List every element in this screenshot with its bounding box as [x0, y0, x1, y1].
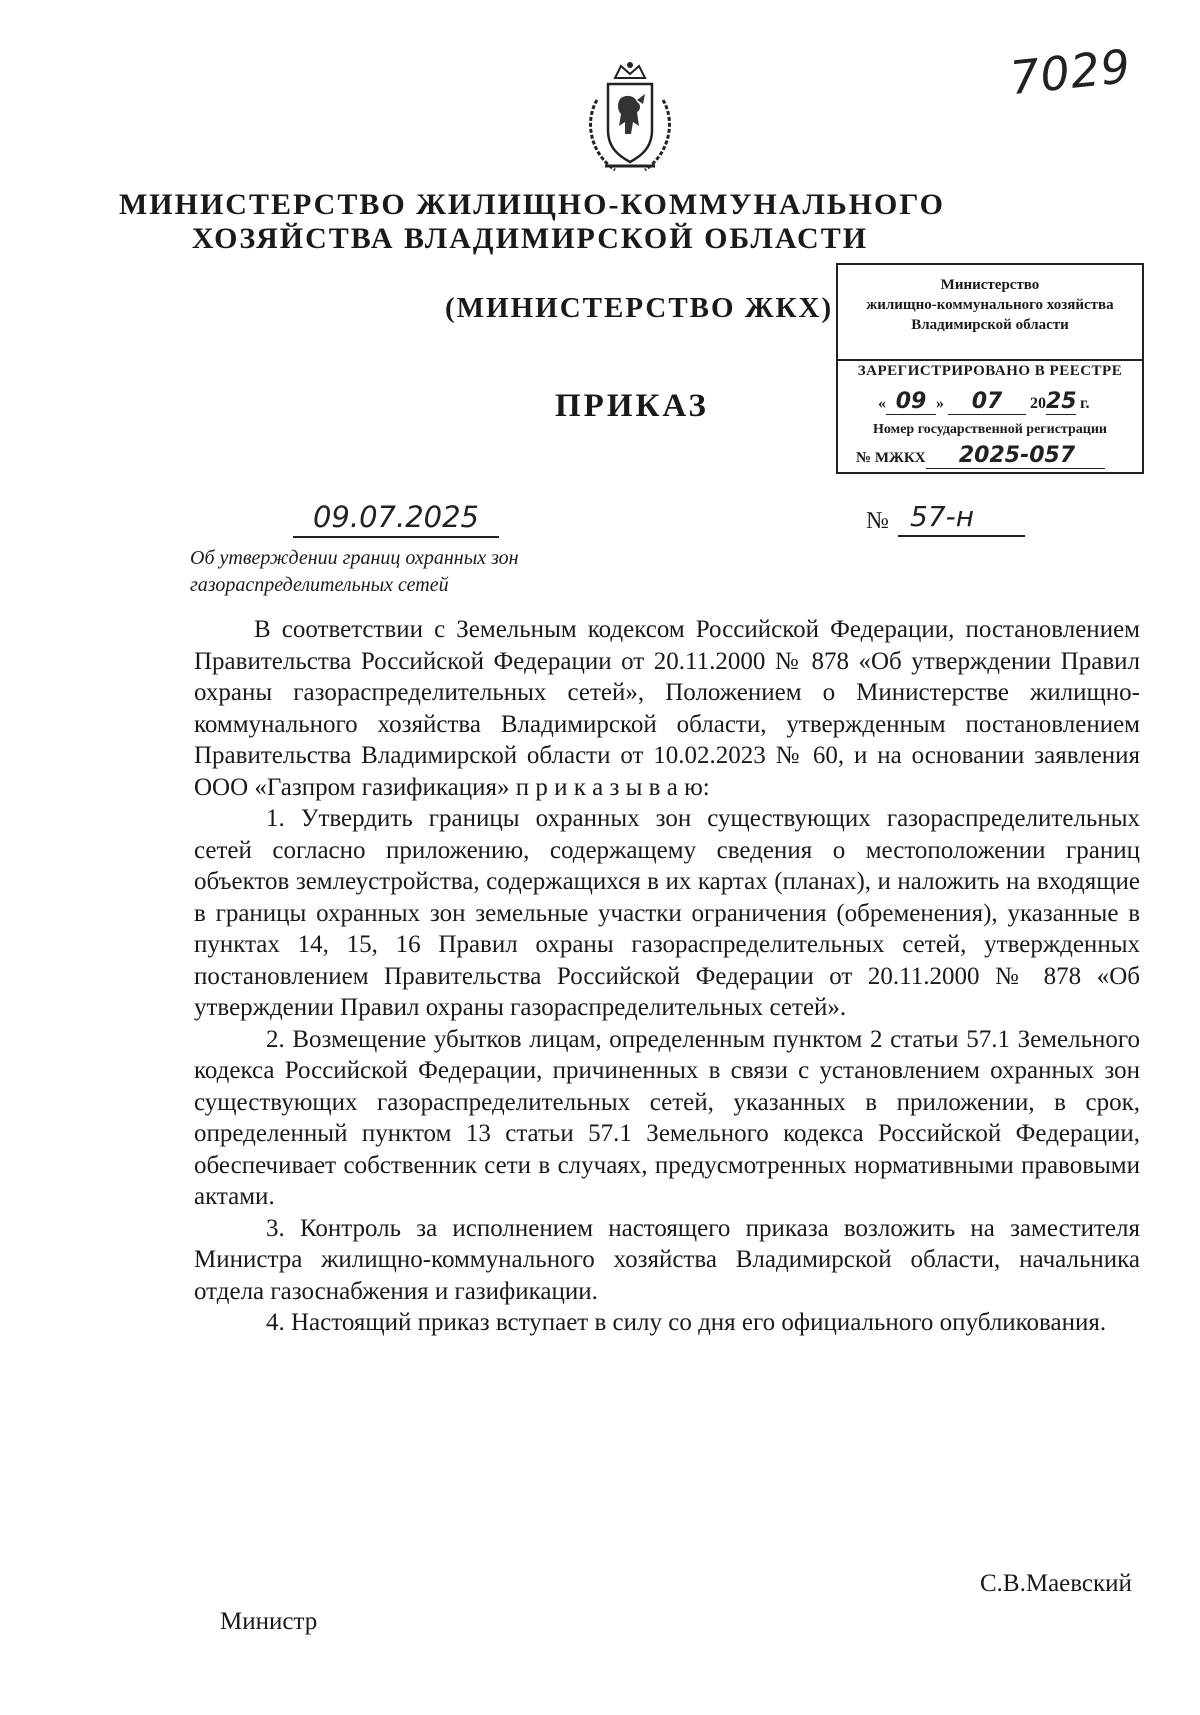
org-name-line1: МИНИСТЕРСТВО ЖИЛИЩНО-КОММУНАЛЬНОГО — [118, 188, 946, 221]
order-item: 4. Настоящий приказ вступает в силу со дня его официального опубликования. — [266, 1309, 1107, 1336]
stamp-divider — [838, 359, 1142, 361]
registration-stamp — [836, 263, 1144, 474]
document-number: 57-н — [898, 500, 1025, 537]
document-type-title: ПРИКАЗ — [555, 388, 709, 424]
stamp-registration-date: « 09 » 07 2025 г. — [878, 389, 1090, 414]
org-short-name: (МИНИСТЕРСТВО ЖКХ) — [445, 292, 834, 324]
document-body — [194, 614, 1140, 1339]
stamp-date-suffix: г. — [1080, 395, 1090, 412]
stamp-reg-number-prefix: № МЖКХ — [856, 450, 926, 466]
document-number-label: № — [866, 508, 889, 534]
stamp-line1: Министерство — [940, 277, 1040, 293]
stamp-reg-number-value: 2025-057 — [926, 443, 1105, 469]
handwritten-archive-mark: 7029 — [1007, 38, 1134, 106]
stamp-line3: Владимирской области — [911, 317, 1069, 333]
order-item: 2. Возмещение убытков лицам, определенным пунктом 2 статьи 57.1 Земельного кодекса Российской Федерации, причиненных в связи с установлением охранных зон существующих газораспределительных сетей, указанных в приложении, в срок, определенный пунктом 13 статьи 57.1 Земельного кодекса Российской Федерации, обеспечивает собственник сети в случаях, предусмотренных нормативными правовыми актами. — [194, 1025, 1140, 1210]
stamp-date-year-prefix: 20 — [1030, 395, 1046, 412]
stamp-line2: жилищно-коммунального хозяйства — [866, 297, 1114, 313]
signer-name: С.В.Маевский — [980, 1570, 1132, 1597]
document-date: 09.07.2025 — [293, 500, 499, 538]
coat-of-arms-icon — [575, 60, 685, 180]
order-item: 3. Контроль за исполнением настоящего приказа возложить на заместителя Министра жилищно-коммунального хозяйства Владимирской области, начальника отдела газоснабжения и газификации. — [194, 1214, 1140, 1305]
stamp-date-day: 09 — [886, 389, 936, 415]
stamp-date-month: 07 — [948, 389, 1026, 415]
stamp-date-year-suffix: 25 — [1046, 389, 1077, 414]
stamp-registered-label: ЗАРЕГИСТРИРОВАНО В РЕЕСТРЕ — [857, 363, 1123, 379]
signer-title: Министр — [220, 1608, 318, 1635]
stamp-reg-number — [856, 443, 1105, 469]
org-name-line2: ХОЗЯЙСТВА ВЛАДИМИРСКОЙ ОБЛАСТИ — [191, 222, 869, 255]
order-item: 1. Утвердить границы охранных зон существующих газораспределительных сетей согласно приложению, содержащему сведения о местоположении границ объектов землеустройства, содержащихся в их картах (планах), и наложить на входящие в границы охранных зон земельные участки ограничения (обременения), указанные в пунктах 14, 15, 16 Правил охраны газораспределительных сетей, утвержденных постановлением Правительства Российской Федерации от 20.11.2000 № 878 «Об утверждении Правил охраны газораспределительных сетей». — [194, 805, 1140, 1021]
stamp-reg-number-label: Номер государственной регистрации — [873, 422, 1107, 437]
preamble-paragraph: В соответствии с Земельным кодексом Российской Федерации, постановлением Правительства Российской Федерации от 20.11.2000 № 878 «Об утверждении Правил охраны газораспределительных сетей», Положением о Министерстве жилищно-коммунального хозяйства Владимирской области, утвержденным постановлением Правительства Владимирской области от 10.02.2023 № 60, и на основании заявления ООО «Газпром газификация» п р и к а з ы в а ю: — [194, 616, 1140, 801]
document-subject: Об утверждении границ охранных зон газораспределительных сетей — [190, 547, 519, 596]
